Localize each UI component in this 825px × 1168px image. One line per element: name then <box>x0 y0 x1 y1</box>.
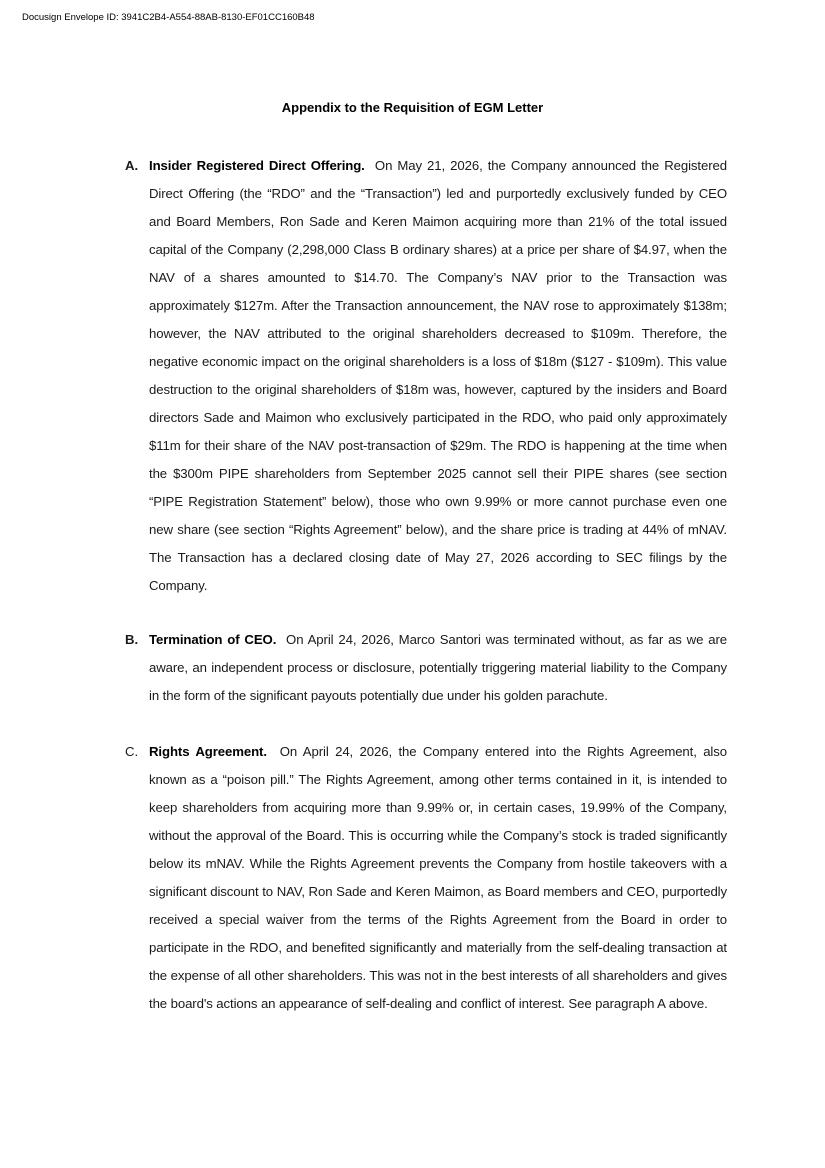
section-text: On April 24, 2026, Marco Santori was terminated without, as far as we are aware, an independent process or disclosure, potentially triggering material liability to the Company in the form of the significant payouts potentially due under his golden parachute. <box>149 632 727 703</box>
section-body <box>149 738 727 1018</box>
section-body <box>149 626 727 710</box>
section-marker: A. <box>125 158 139 173</box>
docusign-envelope-id: Docusign Envelope ID: 3941C2B4-A554-88AB-8130-EF01CC160B48 <box>22 12 315 23</box>
section-text: On April 24, 2026, the Company entered into the Rights Agreement, also known as a “poison pill.” The Rights Agreement, among other terms contained in it, is intended to keep shareholders from acquiring more than 9.99% or, in certain cases, 19.99% of the Company, without the approval of the Board. This is occurring while the Company’s stock is traded significantly below its mNAV. While the Rights Agreement prevents the Company from hostile takeovers with a significant discount to NAV, Ron Sade and Keren Maimon, as Board members and CEO, purportedly received a special waiver from the terms of the Rights Agreement from the Board in order to participate in the RDO, and benefited significantly and materially from the self-dealing transaction at the expense of all other shareholders. This was not in the best interests of all shareholders and gives the board's actions an appearance of self-dealing and conflict of interest. See paragraph A above. <box>149 744 727 1011</box>
section-text: On May 21, 2026, the Company announced the Registered Direct Offering (the “RDO” and the “Transaction”) led and purportedly exclusively funded by CEO and Board Members, Ron Sade and Keren Maimon acquiring more than 21% of the total issued capital of the Company (2,298,000 Class B ordinary shares) at a price per share of $4.97, when the NAV of a shares amounted to $14.70. The Company’s NAV prior to the Transaction was approximately $127m. After the Transaction announcement, the NAV rose to approximately $138m; however, the NAV attributed to the original shareholders decreased to $109m. Therefore, the negative economic impact on the original shareholders is a loss of $18m ($127 - $109m). This value destruction to the original shareholders of $18m was, however, captured by the insiders and Board directors Sade and Maimon who exclusively participated in the RDO, who paid only approximately $11m for their share of the NAV post-transaction of $29m. The RDO is happening at the time when the $300m PIPE shareholders from September 2025 cannot sell their PIPE shares (see section “PIPE Registration Statement” below), those who own 9.99% or more cannot purchase even one new share (see section “Rights Agreement” below), and the share price is trading at 44% of mNAV. The Transaction has a declared closing date of May 27, 2026 according to SEC filings by the Company. <box>149 158 727 593</box>
section-marker: B. <box>125 632 139 647</box>
section-heading: Insider Registered Direct Offering. <box>149 158 365 173</box>
section-body <box>149 152 727 600</box>
section-a <box>125 152 727 600</box>
section-heading: Rights Agreement. <box>149 744 267 759</box>
section-c <box>125 738 727 1018</box>
page-title: Appendix to the Requisition of EGM Letter <box>281 100 544 115</box>
section-heading: Termination of CEO. <box>149 632 277 647</box>
section-marker: C. <box>125 744 139 759</box>
section-b <box>125 626 727 710</box>
